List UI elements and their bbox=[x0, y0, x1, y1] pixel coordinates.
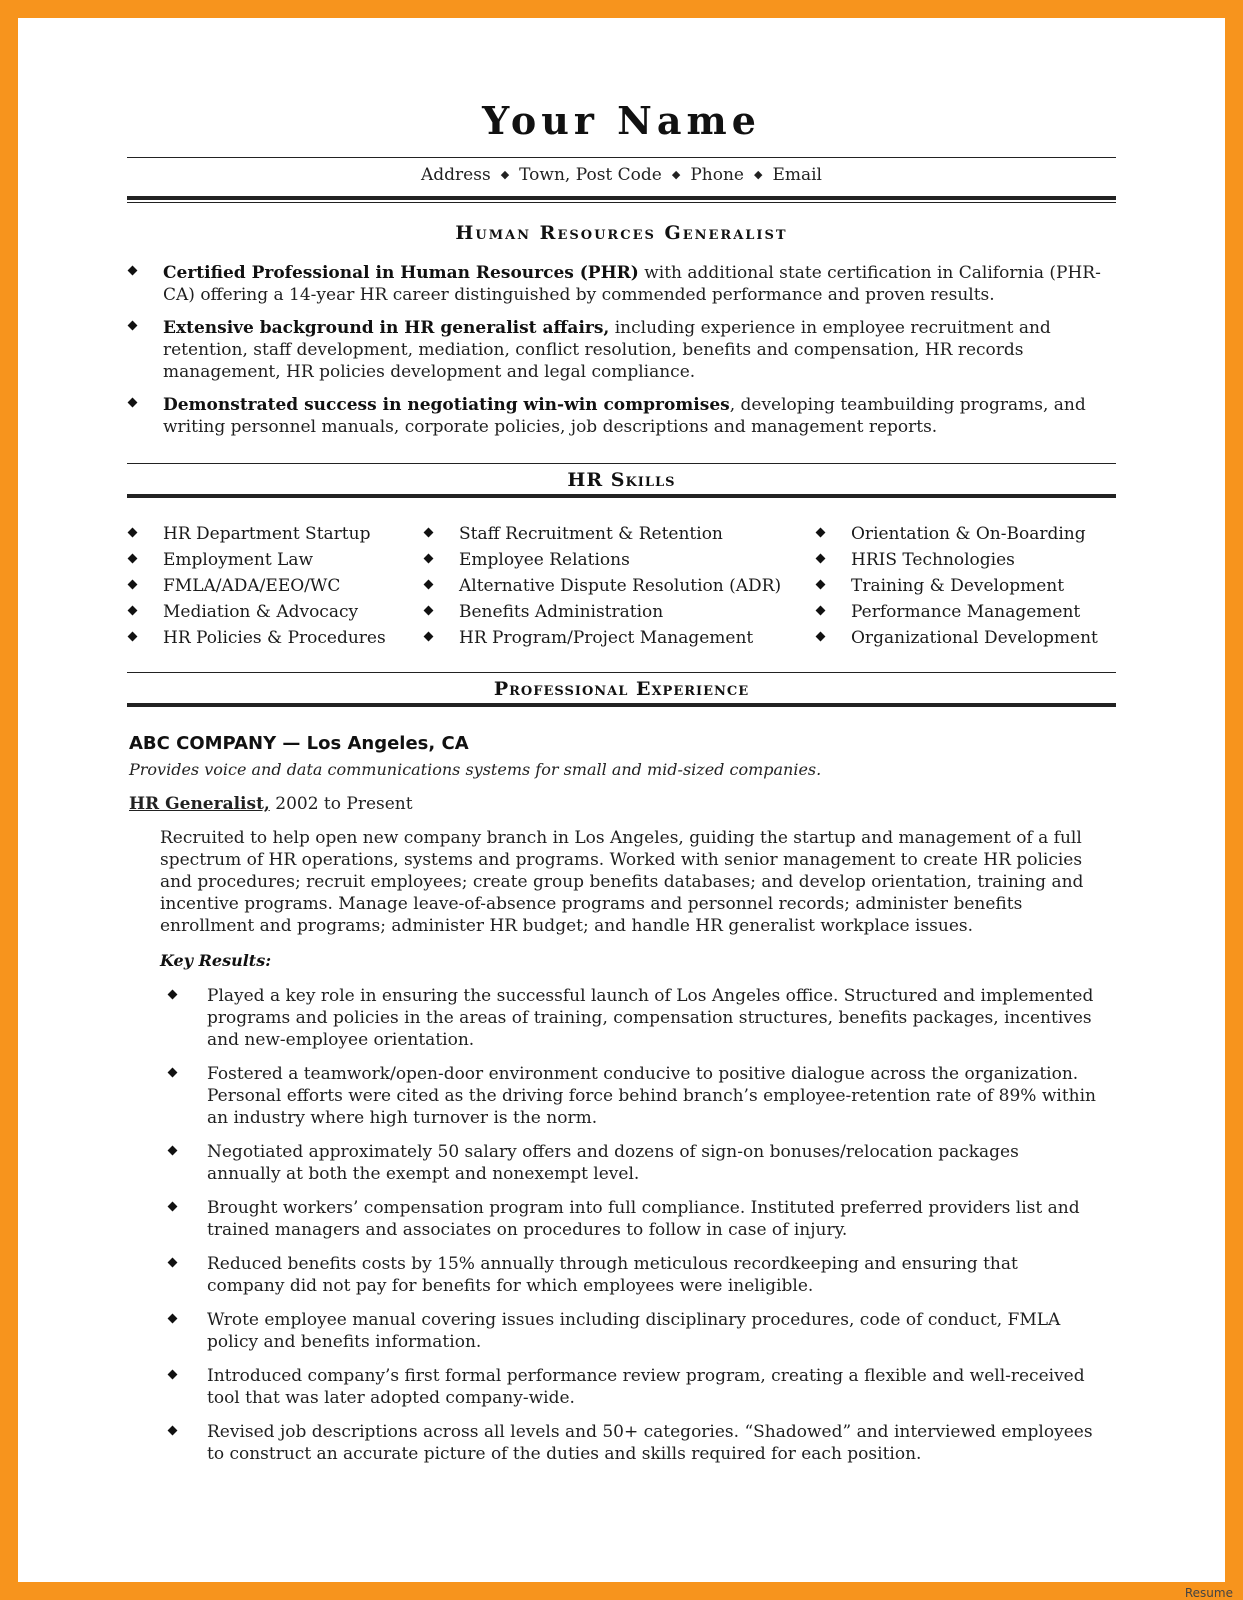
skills-column bbox=[815, 521, 1098, 651]
skill-label: Training & Development bbox=[851, 576, 1065, 596]
result-item bbox=[167, 985, 1097, 1051]
resume-headline: Human Resources Generalist bbox=[455, 222, 788, 244]
result-text: Revised job descriptions across all levels and 50+ categories. “Shadowed” and interviewed employees to construct an accurate picture of the duties and skills required for each position. bbox=[207, 1422, 1093, 1464]
role-title: HR Generalist, bbox=[129, 794, 270, 814]
resume-name: Your Name bbox=[482, 98, 761, 143]
contact-email: Email bbox=[772, 165, 822, 185]
result-item bbox=[167, 1197, 1097, 1241]
key-results-label: Key Results: bbox=[160, 951, 272, 970]
diamond-bullet-icon bbox=[168, 1146, 178, 1156]
divider-thick bbox=[127, 494, 1116, 498]
diamond-bullet-icon bbox=[816, 580, 826, 590]
diamond-bullet-icon bbox=[168, 1426, 178, 1436]
skill-label: Organizational Development bbox=[851, 628, 1098, 648]
skill-item bbox=[815, 599, 1098, 625]
summary-highlight: Extensive background in HR generalist affairs, bbox=[163, 318, 610, 338]
skill-label: Staff Recruitment & Retention bbox=[459, 524, 723, 544]
skills-grid bbox=[127, 521, 1116, 656]
diamond-bullet-icon bbox=[816, 528, 826, 538]
skill-label: Mediation & Advocacy bbox=[163, 602, 359, 622]
skill-item bbox=[127, 573, 386, 599]
watermark: Resume bbox=[1184, 1586, 1233, 1600]
diamond-bullet-icon bbox=[424, 632, 434, 642]
skill-label: Employee Relations bbox=[459, 550, 630, 570]
company-name: ABC COMPANY — Los Angeles, CA bbox=[129, 733, 469, 754]
diamond-bullet-icon bbox=[128, 528, 138, 538]
result-text: Reduced benefits costs by 15% annually through meticulous recordkeeping and ensuring that company did not pay for benefits for which employees were ineligible. bbox=[207, 1254, 1018, 1296]
diamond-bullet-icon bbox=[816, 632, 826, 642]
skills-column bbox=[127, 521, 386, 651]
divider-thick bbox=[127, 196, 1116, 200]
result-text: Introduced company’s first formal performance review program, creating a flexible and well-received tool that was later adopted company-wide. bbox=[207, 1366, 1085, 1408]
contact-phone: Phone bbox=[690, 165, 744, 185]
result-item bbox=[167, 1421, 1097, 1465]
skill-item bbox=[423, 521, 781, 547]
summary-text: , developing teambuilding programs, and writing personnel manuals, corporate policies, job descriptions and management reports. bbox=[163, 395, 1086, 437]
role-line bbox=[129, 794, 413, 814]
skill-item bbox=[127, 521, 386, 547]
skill-label: Orientation & On-Boarding bbox=[851, 524, 1086, 544]
key-results-list bbox=[167, 985, 1097, 1477]
skill-item bbox=[127, 599, 386, 625]
diamond-bullet-icon bbox=[816, 606, 826, 616]
skill-item bbox=[127, 625, 386, 651]
diamond-separator-icon: ◆ bbox=[500, 168, 510, 181]
skill-label: Benefits Administration bbox=[459, 602, 664, 622]
skills-section-title: HR Skills bbox=[567, 469, 676, 491]
diamond-separator-icon: ◆ bbox=[753, 168, 763, 181]
skill-item bbox=[423, 599, 781, 625]
skill-item bbox=[815, 573, 1098, 599]
result-text: Fostered a teamwork/open-door environment conducive to positive dialogue across the organization. Personal efforts were cited as the driving force behind branch’s employee-retention rate of 89% within an industry where high turnover is the norm. bbox=[207, 1064, 1096, 1128]
diamond-bullet-icon bbox=[128, 398, 138, 408]
contact-line bbox=[127, 165, 1116, 185]
divider bbox=[127, 202, 1116, 203]
skill-item bbox=[423, 573, 781, 599]
skill-label: HR Policies & Procedures bbox=[163, 628, 386, 648]
result-text: Wrote employee manual covering issues including disciplinary procedures, code of conduct, FMLA policy and benefits information. bbox=[207, 1310, 1061, 1352]
result-item bbox=[167, 1253, 1097, 1297]
diamond-bullet-icon bbox=[128, 606, 138, 616]
diamond-bullet-icon bbox=[168, 1068, 178, 1078]
diamond-bullet-icon bbox=[168, 1370, 178, 1380]
skill-label: Alternative Dispute Resolution (ADR) bbox=[459, 576, 782, 596]
skills-column bbox=[423, 521, 781, 651]
diamond-separator-icon: ◆ bbox=[671, 168, 681, 181]
diamond-bullet-icon bbox=[424, 554, 434, 564]
result-item bbox=[167, 1309, 1097, 1353]
skill-label: Performance Management bbox=[851, 602, 1081, 622]
diamond-bullet-icon bbox=[816, 554, 826, 564]
diamond-bullet-icon bbox=[168, 1202, 178, 1212]
summary-item bbox=[127, 394, 1116, 438]
diamond-bullet-icon bbox=[424, 580, 434, 590]
summary-list bbox=[127, 262, 1116, 449]
summary-text: including experience in employee recruitment and retention, staff development, mediation, conflict resolution, benefits and compensation, HR records management, HR policies development and legal compliance. bbox=[163, 318, 1051, 382]
summary-highlight: Certified Professional in Human Resources (PHR) bbox=[163, 263, 639, 283]
company-tagline: Provides voice and data communications systems for small and mid-sized companies. bbox=[129, 760, 822, 779]
divider bbox=[127, 672, 1116, 673]
diamond-bullet-icon bbox=[128, 554, 138, 564]
divider bbox=[127, 157, 1116, 158]
skill-item bbox=[423, 547, 781, 573]
diamond-bullet-icon bbox=[128, 580, 138, 590]
summary-item bbox=[127, 262, 1116, 306]
skill-item bbox=[815, 547, 1098, 573]
summary-text: with additional state certification in California (PHR-CA) offering a 14-year HR career distinguished by commended performance and proven results. bbox=[163, 263, 1101, 305]
contact-town: Town, Post Code bbox=[519, 165, 662, 185]
skill-label: HR Department Startup bbox=[163, 524, 371, 544]
diamond-bullet-icon bbox=[168, 990, 178, 1000]
skill-label: HRIS Technologies bbox=[851, 550, 1015, 570]
result-text: Negotiated approximately 50 salary offers and dozens of sign-on bonuses/relocation packages annually at both the exempt and nonexempt level. bbox=[207, 1142, 1019, 1184]
diamond-bullet-icon bbox=[128, 632, 138, 642]
result-text: Brought workers’ compensation program into full compliance. Instituted preferred providers list and trained managers and associates on procedures to follow in case of injury. bbox=[207, 1198, 1080, 1240]
diamond-bullet-icon bbox=[168, 1314, 178, 1324]
result-item bbox=[167, 1365, 1097, 1409]
skill-item bbox=[423, 625, 781, 651]
role-dates: 2002 to Present bbox=[269, 794, 413, 814]
divider-thick bbox=[127, 703, 1116, 707]
summary-highlight: Demonstrated success in negotiating win-win compromises bbox=[163, 395, 730, 415]
skill-label: Employment Law bbox=[163, 550, 314, 570]
skill-item bbox=[815, 625, 1098, 651]
diamond-bullet-icon bbox=[424, 606, 434, 616]
skill-label: HR Program/Project Management bbox=[459, 628, 754, 648]
skill-item bbox=[815, 521, 1098, 547]
diamond-bullet-icon bbox=[128, 321, 138, 331]
skill-label: FMLA/ADA/EEO/WC bbox=[163, 576, 341, 596]
skill-item bbox=[127, 547, 386, 573]
result-text: Played a key role in ensuring the successful launch of Los Angeles office. Structured and implemented programs and policies in the areas of training, compensation structures, benefits packages, incentives and new-employee orientation. bbox=[207, 986, 1094, 1050]
divider bbox=[127, 463, 1116, 464]
experience-section-title: Professional Experience bbox=[493, 678, 750, 700]
diamond-bullet-icon bbox=[424, 528, 434, 538]
result-item bbox=[167, 1141, 1097, 1185]
contact-address: Address bbox=[421, 165, 491, 185]
diamond-bullet-icon bbox=[128, 266, 138, 276]
summary-item bbox=[127, 317, 1116, 383]
result-item bbox=[167, 1063, 1097, 1129]
diamond-bullet-icon bbox=[168, 1258, 178, 1268]
role-description: Recruited to help open new company branch in Los Angeles, guiding the startup and management of a full spectrum of HR operations, systems and programs. Worked with senior management to create HR policies and procedures; recruit employees; create group benefits databases; and develop orientation, training and incentive programs. Manage leave-of-absence programs and personnel records; administer benefits enrollment and programs; administer HR budget; and handle HR generalist workplace issues. bbox=[160, 828, 1084, 936]
